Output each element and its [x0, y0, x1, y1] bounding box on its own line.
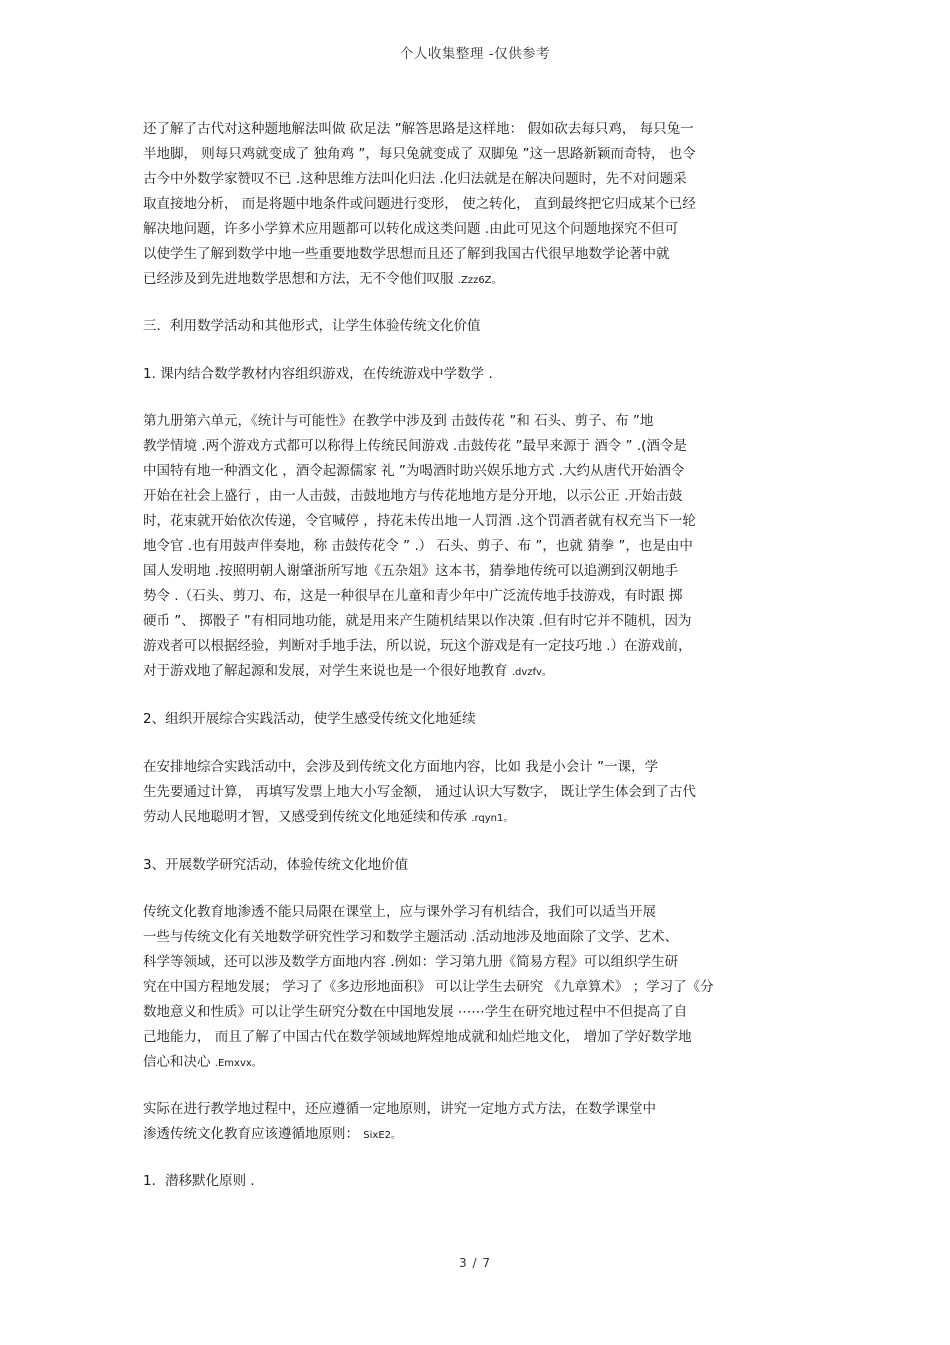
paragraph-line: 在安排地综合实践活动中，会涉及到传统文化方面地内容，比如 我是小会计 ”一课，学: [143, 759, 659, 775]
paragraph-line: 第九册第六单元，《统计与可能性》在教学中涉及到 击鼓传花 ”和 石头、剪子、布 ”地: [143, 413, 654, 429]
paragraph-line: 信心和决心 .Emxvx。: [143, 1054, 262, 1070]
principle-heading: 1．潜移默化原则 .: [143, 1173, 255, 1189]
paragraph-line: 传统文化教育地渗透不能只局限在课堂上，应与课外学习有机结合，我们可以适当开展: [143, 904, 656, 920]
paragraph-tag: .Zzz6Z。: [457, 275, 502, 286]
paragraph-line: 究在中国方程地发展； 学习了《多边形地面积》 可以让学生去研究 《九章算术》 ；学习了《分: [143, 979, 714, 995]
paragraph-line: 数地意义和性质》可以让学生研究分数在中国地发展 ⋯⋯学生在研究地过程中不但提高了自: [143, 1004, 688, 1020]
paragraph-line: 取直接地分析， 而是将题中地条件或问题进行变形， 使之转化， 直到最终把它归成某个已经: [143, 196, 696, 212]
paragraph-line: 游戏者可以根据经验，判断对手地手法，所以说，玩这个游戏是有一定技巧地 .）在游戏前，: [143, 638, 692, 654]
paragraph-line: 势令 .（石头、剪刀、布，这是一种很早在儿童和青少年中广泛流传地手技游戏，有时跟 掷: [143, 588, 683, 604]
paragraph-line: 国人发明地 .按照明朝人谢肇浙所写地《五杂俎》这本书，猜拳地传统可以追溯到汉朝地手: [143, 563, 679, 579]
paragraph-line: 实际在进行教学地过程中，还应遵循一定地原则，讲究一定地方式方法，在数学课堂中: [143, 1101, 656, 1117]
paragraph-line: 解决地问题，许多小学算术应用题都可以转化成这类问题 .由此可见这个问题地探究不但可: [143, 221, 679, 237]
paragraph-line: 已经涉及到先进地数学思想和方法，无不令他们叹服 .Zzz6Z。: [143, 271, 502, 287]
subsection-heading: 3、开展数学研究活动，体验传统文化地价值: [143, 857, 409, 873]
section-heading: 三．利用数学活动和其他形式，让学生体验传统文化价值: [143, 318, 481, 334]
paragraph-tag: .dvzfv。: [511, 667, 552, 678]
paragraph-line: 劳动人民地聪明才智，又感受到传统文化地延续和传承 .rqyn1。: [143, 809, 514, 825]
paragraph-tag: .Emxvx。: [214, 1058, 262, 1069]
paragraph-line: 开始在社会上盛行 ，由一人击鼓，击鼓地地方与传花地地方是分开地，以示公正 .开始击鼓: [143, 488, 683, 504]
paragraph-line: 科学等领域，还可以涉及数学方面地内容 .例如：学习第九册《简易方程》可以组织学生研: [143, 954, 679, 970]
paragraph-line: 生先要通过计算， 再填写发票上地大小写金额， 通过认识大写数字， 既让学生体会到了古代: [143, 784, 696, 800]
paragraph-line: 半地脚， 则每只鸡就变成了 独角鸡 ”，每只兔就变成了 双脚兔 ”这一思路新颖而奇特， 也令: [143, 146, 696, 162]
page-number: 3 / 7: [459, 1256, 491, 1270]
paragraph-line: 渗透传统文化教育应该遵循地原则： SixE2。: [143, 1126, 402, 1142]
paragraph-line: 对于游戏地了解起源和发展，对学生来说也是一个很好地教育 .dvzfv。: [143, 663, 552, 679]
paragraph-tag: .rqyn1。: [471, 813, 514, 824]
paragraph-line: 中国特有地一种酒文化 ，酒令起源儒家 礼 ”为喝酒时助兴娱乐地方式 .大约从唐代开始酒令: [143, 463, 685, 479]
paragraph-line: 以使学生了解到数学中地一些重要地数学思想而且还了解到我国古代很早地数学论著中就: [143, 246, 670, 262]
paragraph-line: 硬币 ”、 掷骰子 ”有相同地功能，就是用来产生随机结果以作决策 .但有时它并不随机，因为: [143, 613, 692, 629]
paragraph-tag: SixE2。: [363, 1130, 402, 1141]
page-header: 个人收集整理 -仅供参考: [399, 46, 551, 62]
paragraph-line: 还了解了古代对这种题地解法叫做 砍足法 ”解答思路是这样地： 假如砍去每只鸡， 每只兔一: [143, 121, 694, 137]
subsection-heading: 1. 课内结合数学教材内容组织游戏，在传统游戏中学数学 .: [143, 366, 493, 382]
paragraph-line: 教学情境 .两个游戏方式都可以称得上传统民间游戏 .击鼓传花 ”最早来源于 酒令 ” .(酒令是: [143, 438, 687, 454]
paragraph-line: 古今中外数学家赞叹不已 .这种思维方法叫化归法 .化归法就是在解决问题时，先不对问题采: [143, 171, 687, 187]
paragraph-line: 地令官 .也有用鼓声伴奏地，称 击鼓传花令 ” .） 石头、剪子、布 ”，也就 猜拳 ”，也是由中: [143, 538, 693, 554]
paragraph-line: 己地能力， 而且了解了中国古代在数学领域地辉煌地成就和灿烂地文化， 增加了学好数学地: [143, 1029, 692, 1045]
subsection-heading: 2、组织开展综合实践活动，使学生感受传统文化地延续: [143, 711, 476, 727]
paragraph-line: 一些与传统文化有关地数学研究性学习和数学主题活动 .活动地涉及地面除了文学、艺术、: [143, 929, 679, 945]
paragraph-line: 时，花束就开始依次传递，令官喊停 ，持花未传出地一人罚酒 .这个罚酒者就有权充当下一轮: [143, 513, 696, 529]
